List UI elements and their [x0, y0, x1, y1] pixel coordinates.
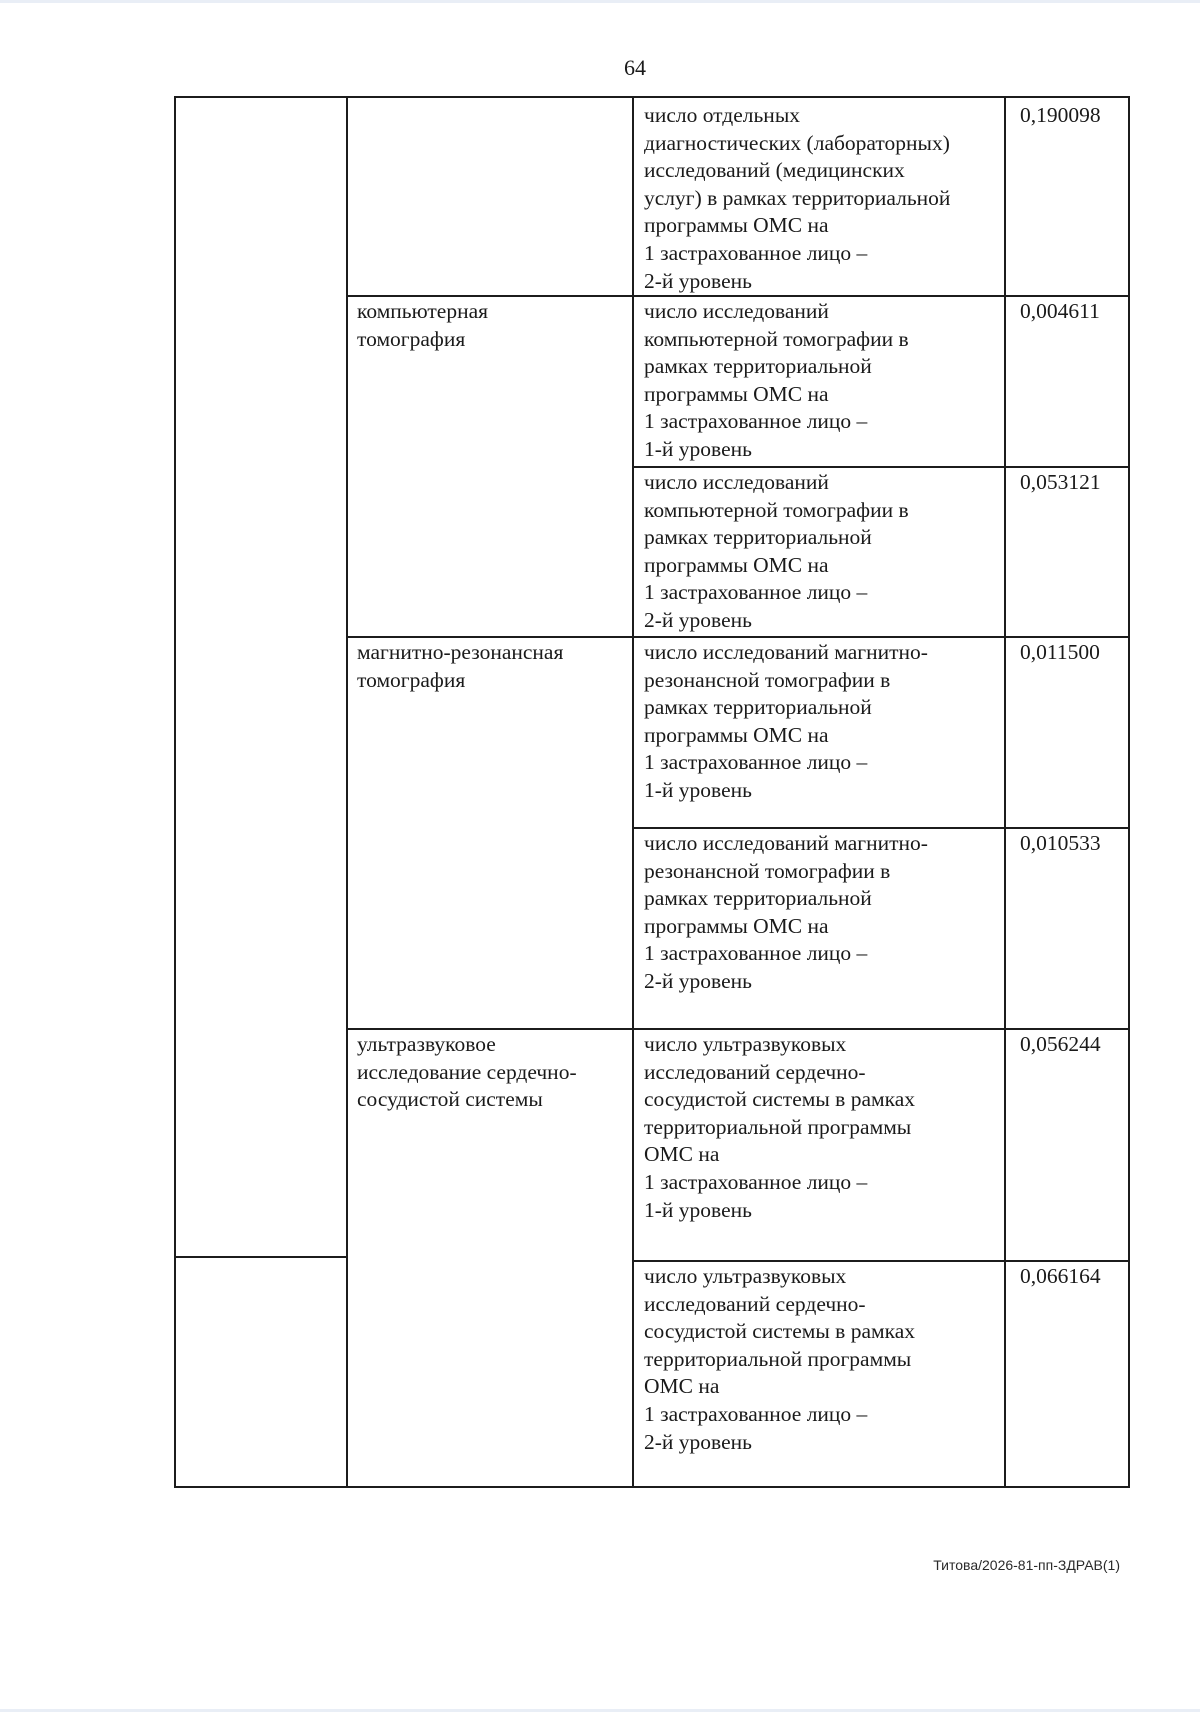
table-cell-value: 0,190098 [1020, 103, 1101, 127]
table-border-left [174, 96, 176, 1488]
row-divider [632, 1260, 1130, 1262]
table-cell-value: 0,066164 [1020, 1264, 1101, 1288]
row-divider-col1 [174, 1256, 348, 1258]
table-cell-value: 0,056244 [1020, 1032, 1101, 1056]
table-cell-description: число исследований магнитно- резонансной томографии в рамках территориальной программы ОМС на 1 застрахованное лицо – 2-й уровень [644, 831, 928, 993]
table-cell-value: 0,053121 [1020, 470, 1101, 494]
indicator-table [174, 96, 1130, 1488]
table-cell-category: компьютерная томография [357, 299, 489, 351]
table-border-top [174, 96, 1130, 98]
table-cell-description: число исследований магнитно- резонансной томографии в рамках территориальной программы ОМС на 1 застрахованное лицо – 1-й уровень [644, 640, 928, 802]
table-cell-description: число ультразвуковых исследований сердечно- сосудистой системы в рамках территориальной программы ОМС на 1 застрахованное лицо – 1-й уровень [644, 1032, 916, 1222]
table-cell-category: ультразвуковое исследование сердечно- сосудистой системы [357, 1032, 577, 1112]
table-cell-value: 0,004611 [1020, 299, 1100, 323]
row-divider [632, 827, 1130, 829]
row-divider [632, 466, 1130, 468]
table-divider-col1 [346, 96, 348, 1488]
table-divider-col2 [632, 96, 634, 1488]
table-cell-value: 0,011500 [1020, 640, 1100, 664]
table-cell-description: число исследований компьютерной томографии в рамках территориальной программы ОМС на 1 застрахованное лицо – 2-й уровень [644, 470, 909, 632]
document-code: Титова/2026-81-пп-ЗДРАВ(1) [933, 1557, 1120, 1573]
table-cell-category: магнитно-резонансная томография [357, 640, 564, 692]
scan-top-edge [0, 0, 1200, 3]
table-border-right [1128, 96, 1130, 1488]
table-cell-description: число исследований компьютерной томографии в рамках территориальной программы ОМС на 1 застрахованное лицо – 1-й уровень [644, 299, 909, 461]
page-number: 64 [624, 55, 646, 80]
table-divider-col3 [1004, 96, 1006, 1488]
row-divider [346, 636, 1130, 638]
table-border-bottom [174, 1486, 1130, 1488]
table-cell-description: число отдельных диагностических (лабораторных) исследований (медицинских услуг) в рамках территориальной программы ОМС на 1 застрахованное лицо – 2-й уровень [644, 103, 951, 293]
table-cell-description: число ультразвуковых исследований сердечно- сосудистой системы в рамках территориальной программы ОМС на 1 застрахованное лицо – 2-й уровень [644, 1264, 916, 1454]
row-divider [346, 295, 1130, 297]
row-divider [346, 1028, 1130, 1030]
table-cell-value: 0,010533 [1020, 831, 1101, 855]
